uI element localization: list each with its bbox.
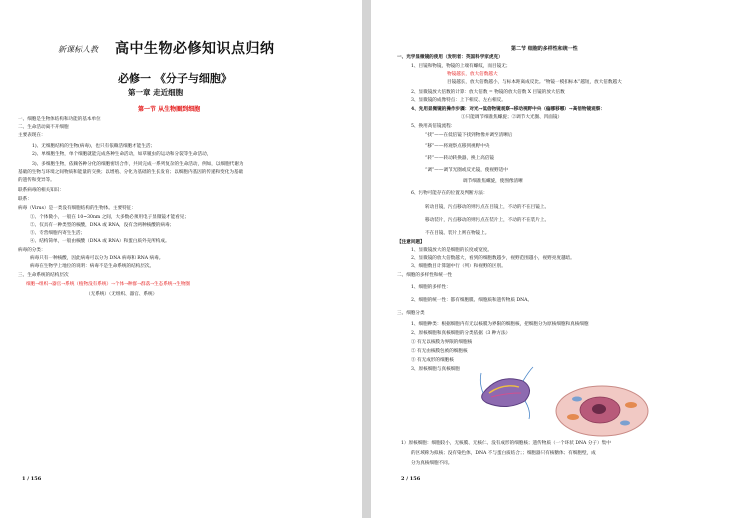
animal-cell-illustration [553, 383, 651, 439]
text-line: 1、细胞种类：根据细胞内有无以核膜为界限的细胞核，把细胞分为原核细胞和真核细胞 [411, 322, 589, 327]
text-line: ①、个体微小，一般在 10~30nm 之间，大多数必须用电子显微镜才能看见； [30, 215, 189, 220]
text-line: 主要表现在： [18, 133, 46, 138]
document-title: 高中生物必修知识点归纳 [115, 41, 275, 57]
text-line: 联系病毒的相关知识： [18, 188, 64, 193]
text-line: “转”——转动转换器，换上高倍镜 [425, 156, 495, 161]
text-line: ③、专营细胞内寄生生活； [30, 231, 86, 236]
text-line: （无系统）（无组织、器官、系统） [86, 292, 158, 297]
text-line: 6、污物可能存在的位置及判断方法： [411, 191, 488, 196]
page-gap [362, 0, 371, 518]
text-line: 病毒（Virus）是一类没有细胞结构的生物体。主要特征： [18, 206, 136, 211]
text-line: 1、细胞的多样性： [411, 285, 451, 290]
text-line: 2、原核细胞和真核细胞的分类依据（3 种方法） [411, 331, 511, 336]
text-line: “调”——调节光圈或反光镜，使视野适中 [425, 168, 508, 173]
text-line: “找”——在低倍镜下找到物像并调至清晰后 [425, 133, 513, 138]
text-line: 调节细准焦螺旋，使图像清晰 [463, 179, 523, 184]
bacterium-illustration [479, 363, 535, 421]
text-line: ① 有无以核膜为界限的细胞核 [411, 340, 473, 345]
text-line: 病毒在生物学上地位的说明：病毒不是生命系统的结构层次。 [30, 264, 155, 269]
text-line: 的区域称为拟核；没有染色体，DNA 不与蛋白质结合；；细胞器只有核糖体；有细胞壁，成 [411, 451, 596, 456]
text-line: 3、细胞数目计算题中行（列）和视野的区别。 [411, 264, 506, 269]
text-line: 目镜越长，放大倍数越小，与标本距离成反比。“物镜一模扣标本”越短，放大倍数越大 [447, 80, 622, 85]
text-line: 病毒只有一种核酸，因此病毒可以分为 DNA 病毒和 RNA 病毒。 [30, 256, 164, 261]
text-line: 一、光学显微镜的使用（发明者：英国科学家虎克） [397, 55, 503, 60]
text-line: 细胞→组织→器官→系统（植物没有系统）→个体→种群→群落→生态系统→生物圈 [26, 282, 191, 287]
text-line: 1）原核细胞：细胞较小，无核膜、无核仁、没有成形的细胞核；遗传物质（一个环状 DNA 分子）集中 [401, 441, 611, 446]
text-line: 4、先用显微镜的操作步骤：对光→低倍物镜观察→移动视野中央（偏哪移哪）→高倍物镜观察： [411, 107, 605, 112]
text-line: 【注意问题】 [397, 240, 425, 245]
text-line: 转动目镜，污点移动的则污点在目镜上，不动的不在目镜上。 [425, 205, 550, 210]
chapter-title: 第一章 走近细胞 [128, 88, 184, 97]
page-number: 1 / 156 [22, 476, 42, 482]
text-line: 1、目镜和物镜，物镜的上端有螺纹，而目镜无； [411, 64, 511, 69]
text-line: 的遗传和变异等。 [18, 178, 55, 183]
text-line: 3、显微镜的成像特点：上下相反、左右相反。 [411, 98, 506, 103]
volume-title: 必修一 《分子与细胞》 [118, 72, 232, 85]
series-label: 新课标人教 [58, 45, 98, 54]
text-line: ② 有无由核膜包被的细胞核 [411, 349, 468, 354]
text-line: 2、显微镜的放大倍数越大，看到的细胞数越少，视野范围越小，视野亮度越暗。 [411, 256, 575, 261]
text-line: 三、生命系统的结构层次 [18, 273, 69, 278]
text-line: ④、结构简单，一般由核酸（DNA 或 RNA）和蛋白质外壳所构成。 [30, 239, 170, 244]
section-title: 第一节 从生物圈到细胞 [138, 106, 201, 113]
text-line: ②、仅具有一种类型的核酸，DNA 或 RNA，没有含两种核酸的病毒； [30, 223, 175, 228]
section-title: 第二节 细胞的多样性和统一性 [511, 46, 578, 52]
text-line: 基础的生物与环境之间物质和能量的交换；以增殖、分化为基础的生长发育；以细胞内基因的传递和变化为基础 [18, 170, 244, 175]
text-line: 三、细胞分类 [397, 311, 425, 316]
text-line: 5、换用高倍镜流程： [411, 124, 456, 129]
text-line: 2、细胞的统一性：都有细胞膜、细胞质和遗传物质 DNA。 [411, 298, 533, 303]
text-line: 3、原核细胞与真核细胞 [411, 367, 460, 372]
text-line: 分为真核细胞不同。 [411, 461, 453, 466]
text-line: 病毒的分类： [18, 248, 46, 253]
text-line: 移动装片，污点移动的则污点在装片上，不动的不在装片上。 [425, 218, 550, 223]
page-number: 2 / 156 [401, 476, 421, 482]
text-line: 一、细胞是生物体结构和功能的基本单位 [18, 117, 101, 122]
text-line: ①只能调节细准焦螺旋；②调节大光圈、凹面镜） [461, 115, 563, 120]
text-line: ③ 有无成形的细胞核 [411, 358, 454, 363]
document-page-1 [0, 0, 362, 518]
text-line: 二、生命活动离不开细胞 [18, 125, 69, 130]
text-line: 1)、无细胞结构的生物(病毒)，也只有依赖活细胞才能生活； [32, 144, 156, 149]
text-line: 3)、多细胞生物，依赖各种分化的细胞密切合作，共同完成一系列复杂的生命活动，例如，以细胞代谢为 [32, 162, 244, 167]
text-line: “移”——将观察点移到视野中央 [425, 144, 490, 149]
text-line: 二、细胞的多样性和统一性 [397, 273, 453, 278]
text-line: 联系： [18, 197, 32, 202]
text-line: 不在目镜、装片上则在物镜上。 [425, 231, 490, 236]
text-line: 物镜越长，放大倍数越大 [447, 72, 498, 77]
text-line: 1、显微镜放大的是细胞的长度或宽度。 [411, 248, 493, 253]
text-line: 2、显微镜放大倍数的计算：放大倍数 = 物镜的放大倍数 X 目镜的放大倍数 [411, 90, 565, 95]
document-page-2 [371, 0, 734, 518]
text-line: 2)、单细胞生物，单个细胞就能完成各种生命活动，如草履虫的运动和分裂等生命活动， [32, 152, 212, 157]
